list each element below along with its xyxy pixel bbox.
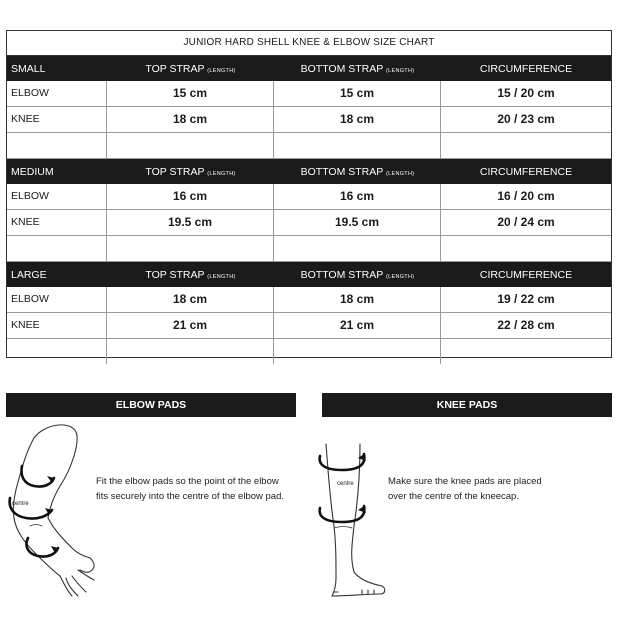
row-label: ELBOW [7, 81, 107, 106]
table-row-empty [7, 133, 611, 159]
size-label: SMALL [11, 62, 46, 75]
bottom-strap-value: 18 cm [274, 107, 441, 132]
elbow-centre-label: centre [12, 501, 29, 507]
circumference-value: 20 / 24 cm [497, 215, 555, 229]
table-row [7, 184, 611, 210]
top-strap-value: 21 cm [107, 313, 274, 338]
row-label: KNEE [7, 313, 107, 338]
circumference-value: 22 / 28 cm [497, 318, 555, 332]
circumference-header: CIRCUMFERENCE [479, 165, 573, 178]
elbow-text-line-1: Fit the elbow pads so the point of the elbow [96, 476, 279, 487]
top-strap-header: TOP STRAP (LENGTH) [145, 268, 236, 281]
size-label: MEDIUM [11, 165, 54, 178]
knee-instructions [388, 474, 542, 504]
knee-text-line-2: over the centre of the kneecap. [388, 491, 519, 502]
bottom-strap-value: 19.5 cm [274, 210, 441, 235]
row-label: KNEE [7, 107, 107, 132]
row-label: KNEE [7, 210, 107, 235]
table-row [7, 107, 611, 133]
top-strap-value: 18 cm [107, 287, 274, 312]
elbow-instructions [96, 474, 284, 504]
top-strap-header: TOP STRAP (LENGTH) [145, 165, 236, 178]
top-strap-value: 15 cm [107, 81, 274, 106]
row-label: ELBOW [7, 184, 107, 209]
size-chart-table [6, 30, 612, 358]
bottom-strap-header: BOTTOM STRAP (LENGTH) [300, 268, 415, 281]
section-header-medium [7, 159, 611, 184]
circumference-value: 16 / 20 cm [497, 189, 555, 203]
bottom-strap-value: 15 cm [274, 81, 441, 106]
table-row-empty [7, 339, 611, 364]
top-strap-value: 18 cm [107, 107, 274, 132]
elbow-pads-heading: ELBOW PADS [6, 393, 296, 417]
knee-text-line-1: Make sure the knee pads are placed [388, 476, 542, 487]
table-row-empty [7, 236, 611, 262]
bottom-strap-header: BOTTOM STRAP (LENGTH) [300, 165, 415, 178]
size-label: LARGE [11, 268, 47, 281]
elbow-text-line-2: fits securely into the centre of the elbow pad. [96, 491, 284, 502]
bottom-strap-value: 16 cm [274, 184, 441, 209]
top-strap-value: 19.5 cm [107, 210, 274, 235]
knee-centre-label: centre [337, 481, 354, 487]
bottom-strap-value: 21 cm [274, 313, 441, 338]
circumference-value: 15 / 20 cm [497, 86, 555, 100]
table-row [7, 287, 611, 313]
circumference-value: 19 / 22 cm [497, 292, 555, 306]
row-label: ELBOW [7, 287, 107, 312]
top-strap-header: TOP STRAP (LENGTH) [145, 62, 236, 75]
knee-leg-illustration [316, 430, 396, 600]
circumference-value: 20 / 23 cm [497, 112, 555, 126]
knee-pads-heading: KNEE PADS [322, 393, 612, 417]
table-row [7, 81, 611, 107]
elbow-arm-illustration [0, 420, 110, 600]
chart-title: JUNIOR HARD SHELL KNEE & ELBOW SIZE CHART [7, 31, 611, 56]
circumference-header: CIRCUMFERENCE [479, 268, 573, 281]
bottom-strap-header: BOTTOM STRAP (LENGTH) [300, 62, 415, 75]
circumference-header: CIRCUMFERENCE [479, 62, 573, 75]
table-row [7, 313, 611, 339]
section-header-large [7, 262, 611, 287]
top-strap-value: 16 cm [107, 184, 274, 209]
table-row [7, 210, 611, 236]
section-header-small [7, 56, 611, 81]
bottom-strap-value: 18 cm [274, 287, 441, 312]
